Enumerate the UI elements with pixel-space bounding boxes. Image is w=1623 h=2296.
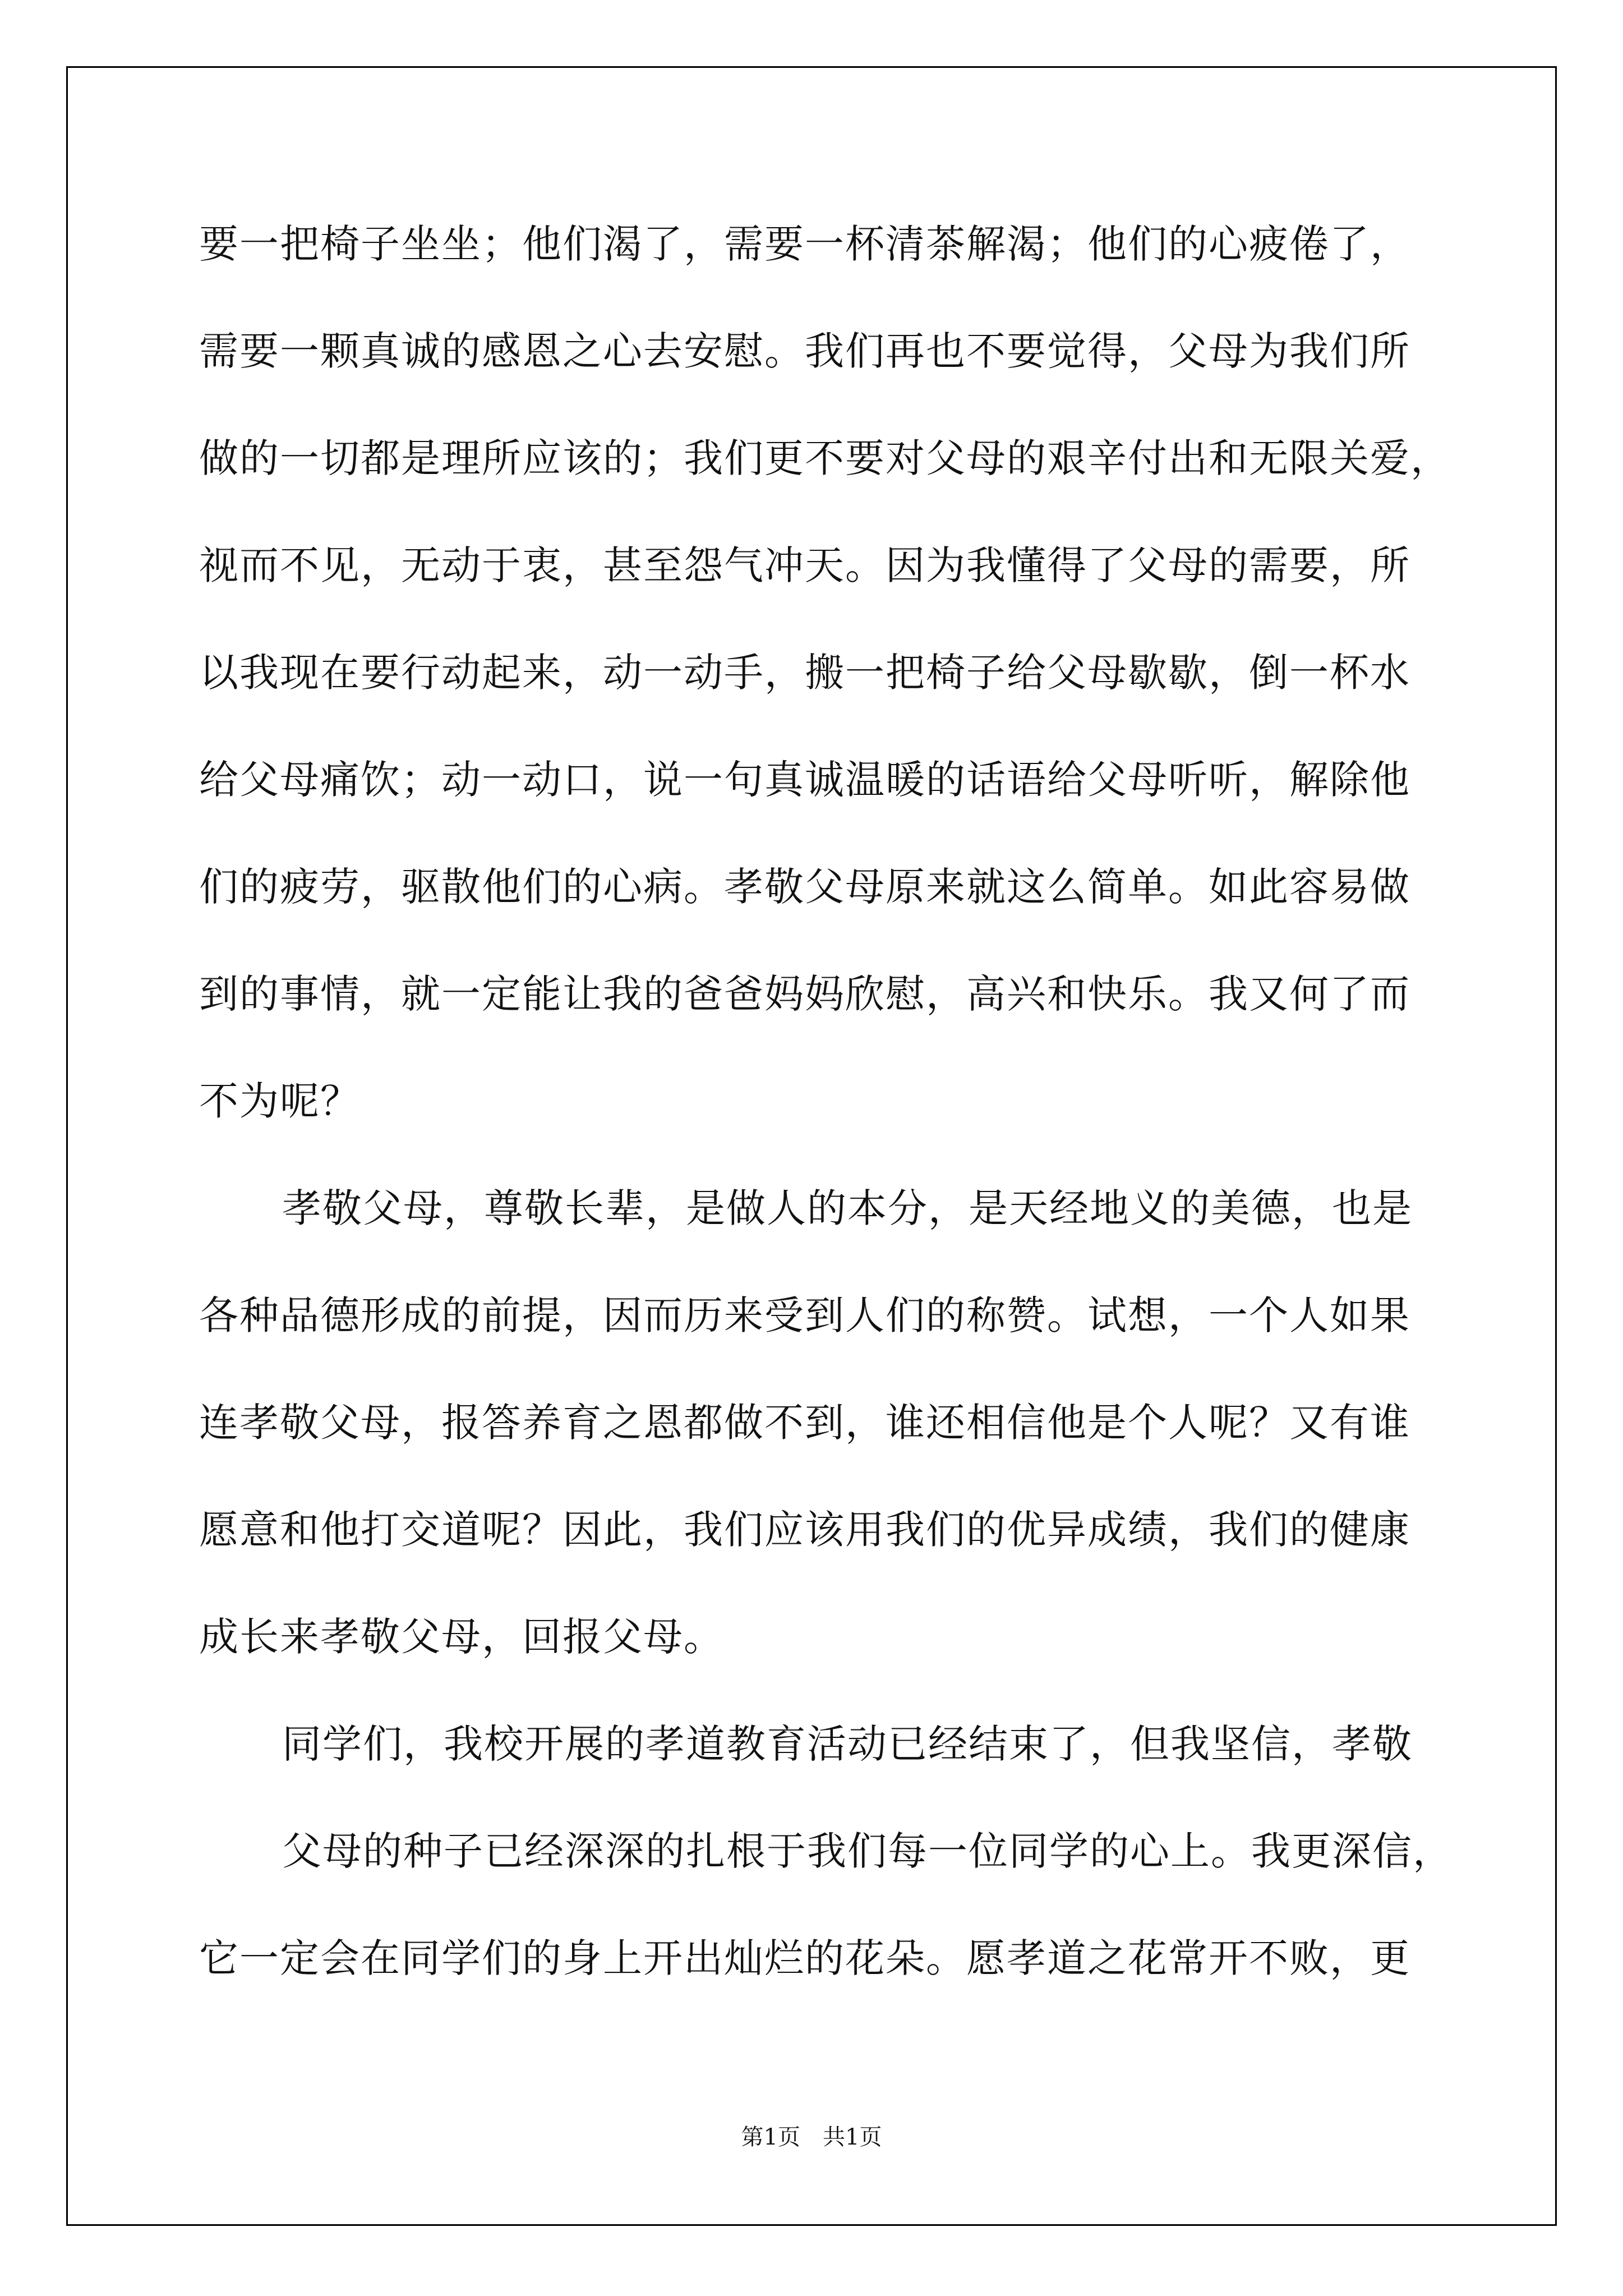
text-line: 各种品德形成的前提，因而历来受到人们的称赞。试想，一个人如果	[199, 1292, 1410, 1338]
text-line: 连孝敬父母，报答养育之恩都做不到，谁还相信他是个人呢？又有谁	[199, 1400, 1410, 1446]
page-number: 第1页	[741, 2124, 800, 2150]
text-line: 做的一切都是理所应该的；我们更不要对父母的艰辛付出和无限关爱，	[199, 435, 1451, 481]
text-line: 给父母痛饮；动一动口，说一句真诚温暖的话语给父母听听，解除他	[199, 757, 1410, 803]
text-line: 不为呢？	[199, 1078, 361, 1124]
text-line: 视而不见，无动于衷，甚至怨气冲天。因为我懂得了父母的需要，所	[199, 542, 1410, 588]
text-line: 以我现在要行动起来，动一动手，搬一把椅子给父母歇歇，倒一杯水	[199, 650, 1410, 696]
text-line: 父母的种子已经深深的扎根于我们每一位同学的心上。我更深信，	[282, 1828, 1453, 1874]
text-line: 孝敬父母，尊敬长辈，是做人的本分，是天经地义的美德，也是	[282, 1185, 1413, 1231]
text-line: 到的事情，就一定能让我的爸爸妈妈欣慰，高兴和快乐。我又何了而	[199, 971, 1410, 1017]
text-line: 愿意和他打交道呢？因此，我们应该用我们的优异成绩，我们的健康	[199, 1507, 1410, 1553]
page-footer	[0, 2120, 1623, 2154]
document-body	[199, 191, 1453, 2012]
text-line: 需要一颗真诚的感恩之心去安慰。我们再也不要觉得，父母为我们所	[199, 328, 1410, 374]
text-line: 同学们，我校开展的孝道教育活动已经结束了，但我坚信，孝敬	[282, 1721, 1413, 1767]
text-line: 成长来孝敬父母，回报父母。	[199, 1614, 724, 1660]
page-count: 共1页	[823, 2124, 882, 2150]
text-line: 要一把椅子坐坐；他们渴了，需要一杯清茶解渴；他们的心疲倦了，	[199, 221, 1410, 267]
text-line: 们的疲劳，驱散他们的心病。孝敬父母原来就这么简单。如此容易做	[199, 864, 1410, 910]
text-line: 它一定会在同学们的身上开出灿烂的花朵。愿孝道之花常开不败，更	[199, 1935, 1410, 1981]
